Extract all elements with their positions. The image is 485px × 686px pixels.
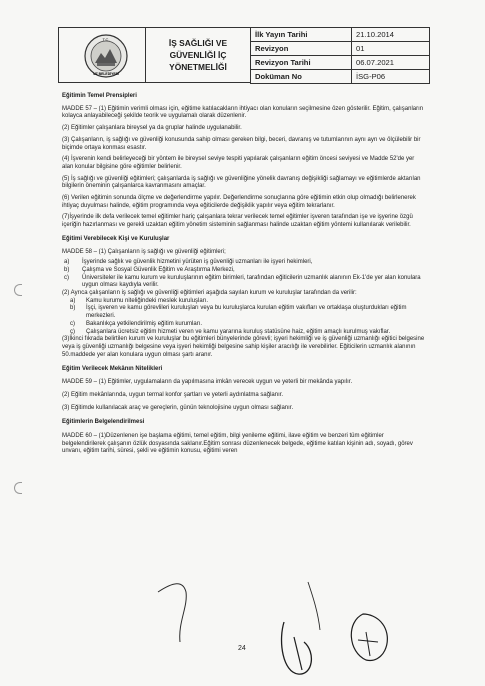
svg-text:T.C.: T.C. [102, 37, 110, 42]
binder-hole-mark [14, 482, 22, 494]
meta-key: İlk Yayın Tarihi [251, 28, 352, 42]
list-item: b) İşçi, işveren ve kamu görevlileri kuruluşları veya bu kuruluşlarca kurulan eğitim vakıfları ve ortaklaşa oluşturdukları eğitim merkezleri. [70, 305, 407, 320]
list-item: c) Üniversiteler ile kamu kurum ve kuruluşlarının eğitim birimleri, tarafından eğiticilerin uzmanlık alanının Ek-1'de yer alan konulara uygun olması kaydıyla verilir. [64, 274, 421, 289]
institution-list [62, 298, 426, 337]
list-item: b) Çalışma ve Sosyal Güvenlik Eğitim ve Araştırma Merkezi, [64, 266, 235, 273]
title-line-1: İŞ SAĞLIĞI VE GÜVENLİĞİ İÇ [168, 38, 228, 60]
institution-list [62, 259, 426, 290]
article-paragraph: (2) Eğitimler çalışanlara bireysel ya da gruplar halinde uygulanabilir. [62, 125, 242, 132]
article-paragraph: MADDE 57 – (1) Eğitimin verimli olması için, eğitime katılacakların ihtiyacı olan konuların seçilmesine özen gösterilir. Eğitim, çalışanların kolayca anlayabileceği şekilde teorik ve uygulamalı olarak düzenlenir. [62, 105, 424, 120]
document-header [58, 27, 430, 83]
document-title [146, 27, 250, 83]
logo-cell [58, 27, 146, 83]
page-number: 24 [238, 645, 246, 652]
meta-row [251, 42, 430, 56]
meta-value: 21.10.2014 [352, 28, 430, 42]
meta-key: Revizyon Tarihi [251, 56, 352, 70]
document-body [62, 93, 426, 456]
svg-text:UZ BELEDİYESİ: UZ BELEDİYESİ [93, 72, 119, 76]
section-heading: Eğitimlerin Belgelendirilmesi [62, 419, 145, 426]
article-paragraph: (3) Eğitimde kullanılacak araç ve gereçlerin, günün teknolojisine uygun olması sağlanır. [62, 404, 294, 411]
document-meta-table [250, 27, 430, 84]
article-paragraph: (6) Verilen eğitimin sonunda ölçme ve değerlendirme yapılır. Değerlendirme sonuçlarına göre eğitimin etkin olup olmadığı belirlenerek ihtiyaç duyulması halinde, eğitim programında veya eğiticilerde değişiklik yapılır veya eğitim tekrarlanır. [62, 195, 416, 209]
article-paragraph: (2) Eğitim mekânlarında, uygun termal konfor şartları ve yeterli aydınlatma sağlanır. [62, 391, 284, 398]
list-item: c) Bakanlıkça yetkilendirilmiş eğitim kurumları. [70, 320, 203, 327]
article-paragraph: (4) İşverenin kendi belirleyeceği bir yöntem ile bireysel seviye tespiti yapılarak çalışanların eğitim öncesi seviyesi ve Madde 52'de yer alan konular bilgisine göre eğitimler belirlenir. [62, 156, 415, 170]
meta-row [251, 56, 430, 70]
binder-hole-mark [14, 284, 22, 296]
article-paragraph: MADDE 59 – (1) Eğitimler, uygulamaların da yapılmasına imkân verecek uygun ve yeterli bir mekânda yapılır. [62, 379, 353, 386]
municipality-logo [83, 33, 129, 79]
signature-marks [108, 552, 408, 680]
title-line-2: YÖNETMELİĞİ [169, 62, 227, 72]
list-item: a) Kamu kurumu niteliğindeki meslek kuruluşları. [70, 297, 209, 304]
meta-row [251, 28, 430, 42]
article-paragraph: (5) İş sağlığı ve güvenliği eğitimleri; çalışanlarda iş sağlığı ve güvenliğine yönelik davranış değişikliği sağlamayı ve eğitimlerde aktarılan bilgilerin öneminin çalışanlarca kavranmasını amaçlar. [62, 175, 421, 190]
meta-row [251, 70, 430, 84]
section-heading: Eğitim Verilecek Mekânın Nitelikleri [62, 366, 163, 373]
article-paragraph: MADDE 58 – (1) Çalışanların iş sağlığı ve güvenliği eğitimleri; [62, 248, 226, 255]
meta-value: 01 [352, 42, 430, 56]
article-paragraph: (7)İşyerinde ilk defa verilecek temel eğitimler hariç çalışanlara tekrar verilecek temel eğitimler işveren tarafından işe ve işyerine özgü içeriğin hazırlanması ve gerekli uzaktan eğitim yönetim sisteminin sağlanması halinde uzaktan eğitim yöntemi kullanılarak verilebilir. [62, 214, 413, 229]
article-paragraph: (2) Ayrıca çalışanların iş sağlığı ve güvenliği eğitimleri aşağıda sayılan kurum ve kuruluşlar tarafından da verilir: [62, 290, 357, 297]
meta-value: İSG-P06 [352, 70, 430, 84]
meta-key: Revizyon [251, 42, 352, 56]
article-paragraph: (3)İkinci fıkrada belirtilen kurum ve kuruluşlar bu eğitimleri bünyelerinde görevli; işyeri hekimliği ve iş güvenliği uzmanlığı eğitici belgesine veya iş güvenliği uzmanlığı belgesine veya işyeri hekimliği belgesine sahip kişiler aracılığı ile verebilirler. Eğiticilerin uzmanlık alanının 50.maddede yer alan konulara uygun olması şartı aranır. [62, 336, 425, 358]
section-heading: Eğitimin Temel Prensipleri [62, 93, 137, 99]
list-item: ç) Çalışanlara ücretsiz eğitim hizmeti veren ve kamu yararına kuruluş statüsüne haiz, eğitim amaçlı kurulmuş vakıflar. [70, 328, 391, 335]
article-paragraph: (3) Çalışanların, iş sağlığı ve güvenliği konusunda sahip olması gereken bilgi, beceri, davranış ve tutumlarının aynı ayrı ve ölçülebilir bir biçimde ortaya konması esastır. [62, 136, 421, 151]
meta-key: Doküman No [251, 70, 352, 84]
section-heading: Eğitimi Verebilecek Kişi ve Kuruluşlar [62, 235, 170, 242]
article-paragraph: MADDE 60 – (1)Düzenlenen işe başlama eğitimi, temel eğitim, bilgi yenileme eğitimi, ilave eğitim ve benzeri tüm eğitimler belgelendirilerek çalışanın özlük dosyasında saklanır.Eğitim sonrası düzenlenecek belgede, eğitime katılan kişinin adı, soyadı, görev unvanı, eğitim tarihi, süresi, şekli ve eğitimin konusu, eğitimi veren [62, 432, 413, 455]
list-item: a) İşyerinde sağlık ve güvenlik hizmetini yürüten iş güvenliği uzmanları ile işyeri hekimleri, [64, 259, 313, 266]
meta-value: 06.07.2021 [352, 56, 430, 70]
